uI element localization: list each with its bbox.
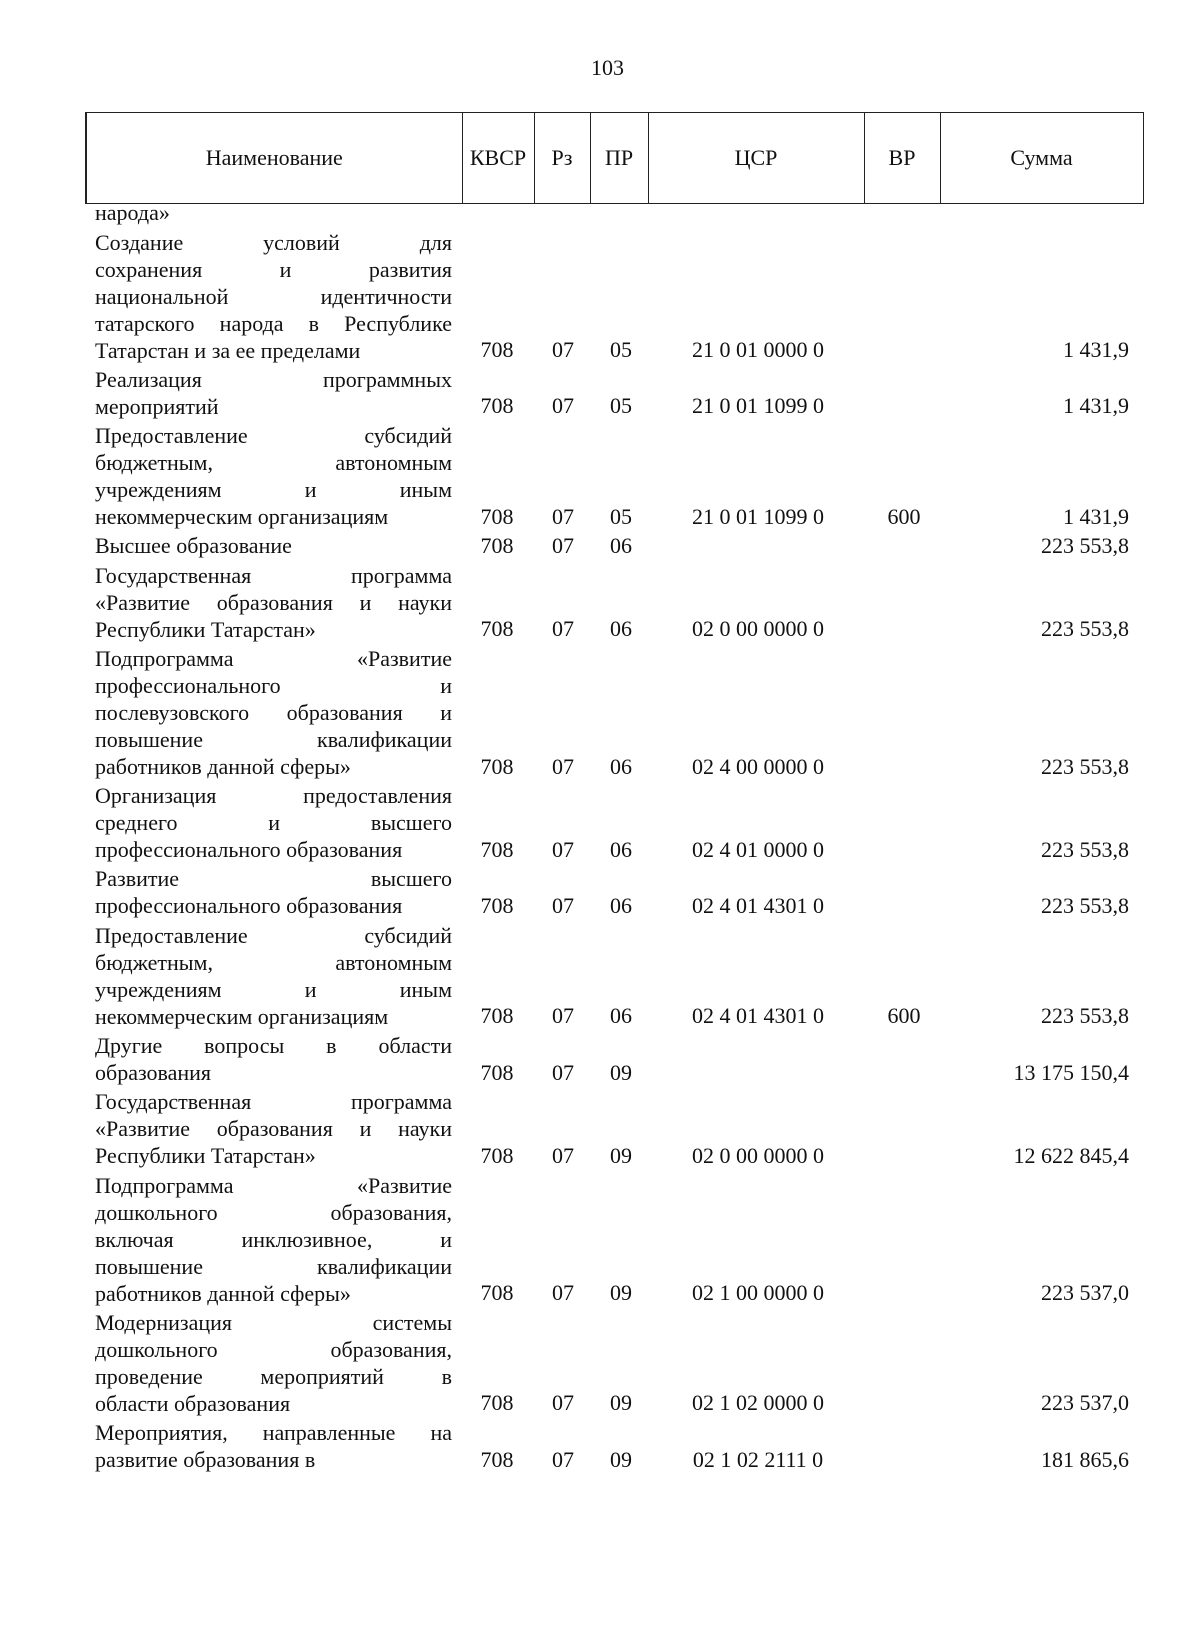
row-name	[95, 1419, 452, 1473]
header-vr: ВР	[864, 113, 940, 204]
row-pr: 06	[610, 753, 632, 779]
row-name-line: «Развитие образования и науки	[95, 1116, 452, 1142]
row-name	[95, 645, 452, 780]
row-name-line: сохранения и развития	[95, 256, 452, 282]
row-name-line: народа»	[95, 200, 170, 225]
row-name-line: бюджетным, автономным	[95, 949, 452, 975]
row-rz: 07	[552, 616, 574, 642]
row-rz: 07	[552, 533, 574, 559]
row-sum: 1 431,9	[1063, 503, 1129, 529]
row-name-line: дошкольного образования,	[95, 1336, 452, 1362]
row-csr: 21 0 01 1099 0	[692, 503, 824, 529]
row-sum: 223 537,0	[1041, 1280, 1129, 1306]
row-rz: 07	[552, 1390, 574, 1416]
row-name	[95, 1088, 452, 1169]
row-sum: 13 175 150,4	[1013, 1059, 1129, 1085]
row-name-line: профессионального образования	[95, 837, 403, 863]
row-name-line: Мероприятия, направленные на	[95, 1420, 452, 1445]
row-name-line: проведение мероприятий в	[95, 1363, 452, 1389]
row-name-line: татарского народа в Республике	[95, 310, 452, 336]
row-name-line: Государственная программа	[95, 1089, 452, 1115]
row-name	[95, 1309, 452, 1417]
row-name-line: «Развитие образования и науки	[95, 589, 452, 615]
header-csr: ЦСР	[648, 113, 864, 204]
row-name-line: образования	[95, 1060, 212, 1085]
row-kvsr: 708	[480, 337, 514, 363]
row-name-line: среднего и высшего	[95, 810, 452, 836]
row-kvsr: 708	[480, 503, 514, 529]
row-kvsr: 708	[480, 753, 514, 779]
row-rz: 07	[552, 1143, 574, 1169]
row-kvsr: 708	[480, 1446, 514, 1472]
row-name	[95, 1172, 452, 1307]
row-kvsr: 708	[480, 533, 514, 559]
row-pr: 09	[610, 1390, 632, 1416]
row-csr: 02 0 00 0000 0	[692, 1143, 824, 1169]
row-name-line: Предоставление субсидий	[95, 922, 452, 948]
row-name-line: области образования	[95, 1390, 291, 1416]
row-kvsr: 708	[480, 1280, 514, 1306]
row-pr: 05	[610, 503, 632, 529]
row-name-line: некоммерческим организациям	[95, 1003, 389, 1029]
row-kvsr: 708	[480, 1390, 514, 1416]
row-name-line: повышение квалификации	[95, 1253, 452, 1279]
row-sum: 12 622 845,4	[1013, 1143, 1129, 1169]
row-rz: 07	[552, 1280, 574, 1306]
row-csr: 02 1 00 0000 0	[692, 1280, 824, 1306]
row-name-line: мероприятий	[95, 393, 219, 419]
row-name-line: Республики Татарстан»	[95, 1143, 316, 1169]
row-sum: 181 865,6	[1041, 1446, 1129, 1472]
row-vr: 600	[887, 1003, 921, 1029]
row-pr: 06	[610, 893, 632, 919]
row-csr: 02 4 01 0000 0	[692, 836, 824, 862]
row-kvsr: 708	[480, 616, 514, 642]
row-csr: 02 1 02 2111 0	[692, 1446, 824, 1472]
row-rz: 07	[552, 503, 574, 529]
row-pr: 09	[610, 1143, 632, 1169]
row-name-line: развитие образования в	[95, 1447, 316, 1472]
header-rz: Рз	[534, 113, 590, 204]
row-kvsr: 708	[480, 1143, 514, 1169]
row-rz: 07	[552, 753, 574, 779]
row-name-line: учреждениям и иным	[95, 976, 452, 1002]
row-csr: 02 4 00 0000 0	[692, 753, 824, 779]
row-name-line: национальной идентичности	[95, 283, 452, 309]
row-pr: 09	[610, 1059, 632, 1085]
row-kvsr: 708	[480, 1059, 514, 1085]
row-sum: 223 553,8	[1041, 836, 1129, 862]
row-csr: 21 0 01 0000 0	[692, 337, 824, 363]
row-name-line: Государственная программа	[95, 562, 452, 588]
row-name	[95, 1032, 452, 1086]
header-sum: Сумма	[940, 113, 1143, 204]
row-name-line: работников данной сферы»	[95, 1280, 351, 1306]
row-vr: 600	[887, 503, 921, 529]
row-kvsr: 708	[480, 893, 514, 919]
row-name-line: Подпрограмма «Развитие	[95, 1172, 452, 1198]
row-name-line: некоммерческим организациям	[95, 504, 389, 529]
row-name-line: Создание условий для	[95, 229, 452, 255]
row-sum: 1 431,9	[1063, 337, 1129, 363]
row-sum: 223 553,8	[1041, 1003, 1129, 1029]
row-name	[95, 562, 452, 643]
row-name	[95, 782, 452, 863]
row-csr: 02 4 01 4301 0	[692, 1003, 824, 1029]
row-name-line: профессионального образования	[95, 893, 403, 919]
page-number: 103	[591, 55, 624, 80]
row-name-line: Организация предоставления	[95, 783, 452, 809]
row-name-line: Реализация программных	[95, 366, 452, 392]
header-kvsr: КВСР	[462, 113, 534, 204]
row-sum: 223 553,8	[1041, 533, 1129, 559]
row-pr: 06	[610, 533, 632, 559]
row-name-line: послевузовского образования и	[95, 700, 452, 725]
row-pr: 06	[610, 836, 632, 862]
row-name	[95, 865, 452, 919]
row-sum: 1 431,9	[1063, 393, 1129, 419]
row-name-line: Республики Татарстан»	[95, 616, 316, 642]
row-name-line: Другие вопросы в области	[95, 1033, 452, 1058]
row-pr: 09	[610, 1446, 632, 1472]
row-sum: 223 553,8	[1041, 753, 1129, 779]
row-name	[95, 229, 452, 364]
row-name	[95, 422, 452, 530]
row-rz: 07	[552, 1446, 574, 1472]
row-name-line: дошкольного образования,	[95, 1199, 452, 1225]
row-pr: 09	[610, 1280, 632, 1306]
row-name-line: работников данной сферы»	[95, 754, 351, 779]
row-sum: 223 537,0	[1041, 1390, 1129, 1416]
row-pr: 05	[610, 337, 632, 363]
row-name	[95, 922, 452, 1030]
row-csr: 02 1 02 0000 0	[692, 1390, 824, 1416]
row-rz: 07	[552, 393, 574, 419]
row-rz: 07	[552, 893, 574, 919]
row-pr: 05	[610, 393, 632, 419]
row-name-line: повышение квалификации	[95, 727, 452, 752]
row-sum: 223 553,8	[1041, 616, 1129, 642]
row-name	[95, 366, 452, 420]
row-name-line: Модернизация системы	[95, 1309, 452, 1335]
row-kvsr: 708	[480, 393, 514, 419]
row-name-line: Предоставление субсидий	[95, 423, 452, 448]
row-name-line: Татарстан и за ее пределами	[95, 337, 361, 363]
row-name-line: бюджетным, автономным	[95, 450, 452, 475]
row-name-line: включая инклюзивное, и	[95, 1226, 452, 1252]
row-pr: 06	[610, 1003, 632, 1029]
row-sum: 223 553,8	[1041, 893, 1129, 919]
header-pr: ПР	[590, 113, 648, 204]
row-name-line: Высшее образование	[95, 533, 292, 559]
row-csr: 21 0 01 1099 0	[692, 393, 824, 419]
row-csr: 02 0 00 0000 0	[692, 616, 824, 642]
row-name-line: Подпрограмма «Развитие	[95, 646, 452, 671]
row-rz: 07	[552, 337, 574, 363]
row-name	[95, 199, 452, 226]
row-csr: 02 4 01 4301 0	[692, 893, 824, 919]
row-name	[95, 532, 452, 559]
row-rz: 07	[552, 1003, 574, 1029]
row-name-line: профессионального и	[95, 673, 452, 698]
row-kvsr: 708	[480, 1003, 514, 1029]
row-rz: 07	[552, 1059, 574, 1085]
header-name: Наименование	[86, 113, 462, 204]
row-pr: 06	[610, 616, 632, 642]
row-name-line: Развитие высшего	[95, 866, 452, 892]
row-kvsr: 708	[480, 836, 514, 862]
row-name-line: учреждениям и иным	[95, 477, 452, 502]
row-rz: 07	[552, 836, 574, 862]
